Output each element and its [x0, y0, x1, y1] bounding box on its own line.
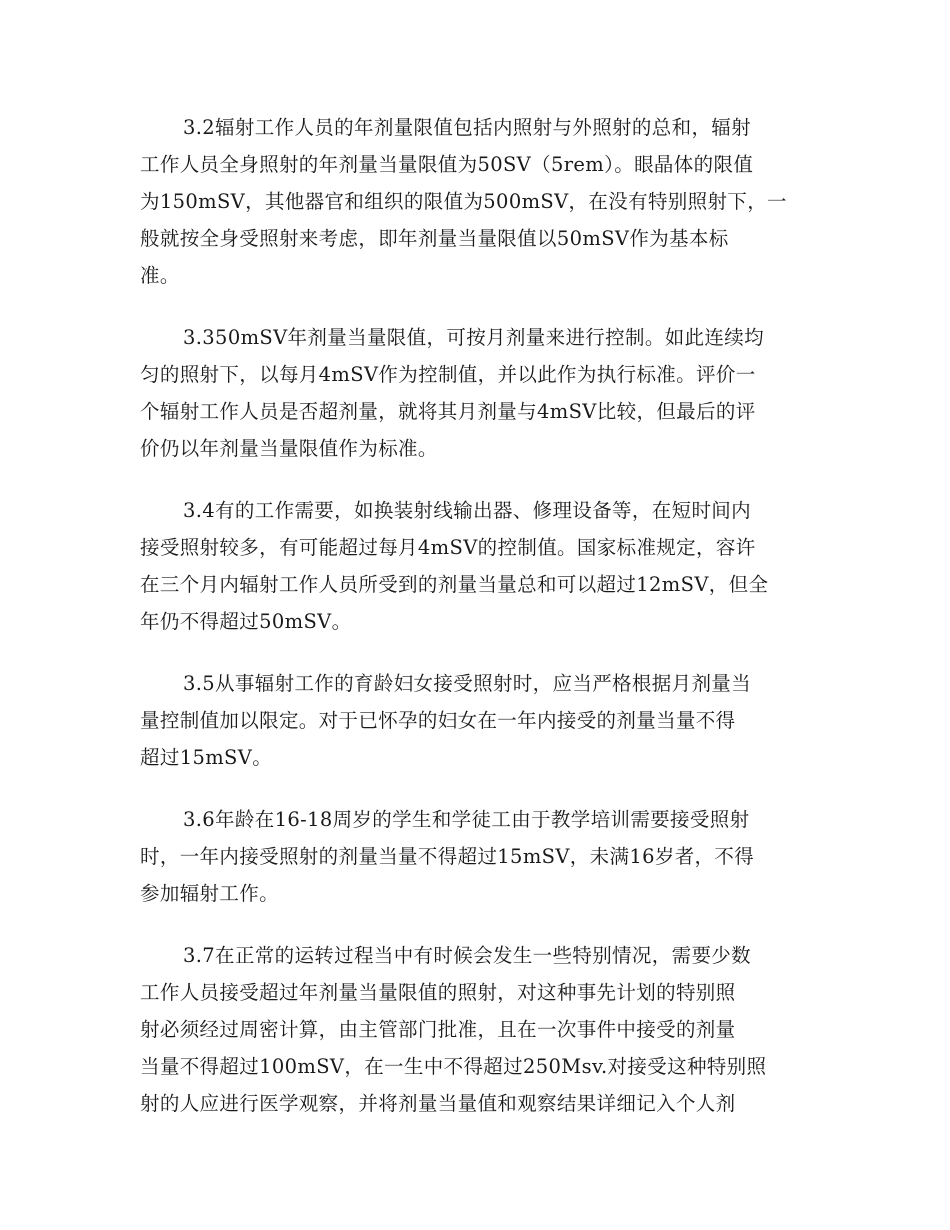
paragraph-3-3 — [140, 319, 810, 467]
text-line: 3.5从事辐射工作的育龄妇女接受照射时，应当严格根据月剂量当 — [183, 672, 752, 695]
text-line: 匀的照射下，以每月4mSV作为控制值，并以此作为执行标准。评价一 — [140, 363, 756, 386]
text-line: 工作人员接受超过年剂量当量限值的照射，对这种事先计划的特别照 — [140, 981, 736, 1004]
text-line: 为150mSV，其他器官和组织的限值为500mSV，在没有特别照射下，一 — [140, 190, 787, 213]
text-line: 时，一年内接受照射的剂量当量不得超过15mSV，未满16岁者，不得 — [140, 845, 755, 868]
text-line: 准。 — [140, 264, 180, 287]
text-line: 3.7在正常的运转过程当中有时候会发生一些特别情况，需要少数 — [183, 944, 752, 967]
text-line: 个辐射工作人员是否超剂量，就将其月剂量与4mSV比较，但最后的评 — [140, 400, 756, 423]
paragraph-3-4 — [140, 492, 810, 640]
text-line: 接受照射较多，有可能超过每月4mSV的控制值。国家标准规定，容许 — [140, 536, 756, 559]
text-line: 3.6年龄在16-18周岁的学生和学徒工由于教学培训需要接受照射 — [183, 808, 750, 831]
text-line: 价仍以年剂量当量限值作为标准。 — [140, 437, 438, 460]
text-line: 年仍不得超过50mSV。 — [140, 610, 352, 633]
text-line: 量控制值加以限定。对于已怀孕的妇女在一年内接受的剂量当量不得 — [140, 709, 736, 732]
text-line: 工作人员全身照射的年剂量当量限值为50SV（5rem）。眼晶体的限值 — [140, 153, 754, 176]
paragraph-3-7 — [140, 937, 810, 1122]
paragraph-3-6 — [140, 801, 810, 912]
text-line: 超过15mSV。 — [140, 746, 273, 769]
text-line: 参加辐射工作。 — [140, 882, 279, 905]
text-line: 当量不得超过100mSV，在一生中不得超过250Msv.对接受这种特别照 — [140, 1055, 767, 1078]
text-line: 般就按全身受照射来考虑，即年剂量当量限值以50mSV作为基本标 — [140, 227, 729, 250]
text-line: 射必须经过周密计算，由主管部门批准，且在一次事件中接受的剂量 — [140, 1018, 736, 1041]
paragraph-3-2 — [140, 109, 810, 294]
text-line: 在三个月内辐射工作人员所受到的剂量当量总和可以超过12mSV，但全 — [140, 573, 769, 596]
text-line: 射的人应进行医学观察，并将剂量当量值和观察结果详细记入个人剂 — [140, 1092, 736, 1115]
text-line: 3.350mSV年剂量当量限值，可按月剂量来进行控制。如此连续均 — [183, 326, 764, 349]
paragraph-3-5 — [140, 665, 810, 776]
text-line: 3.4有的工作需要，如换装射线输出器、修理设备等，在短时间内 — [183, 499, 752, 522]
text-line: 3.2辐射工作人员的年剂量限值包括内照射与外照射的总和，辐射 — [183, 116, 752, 139]
